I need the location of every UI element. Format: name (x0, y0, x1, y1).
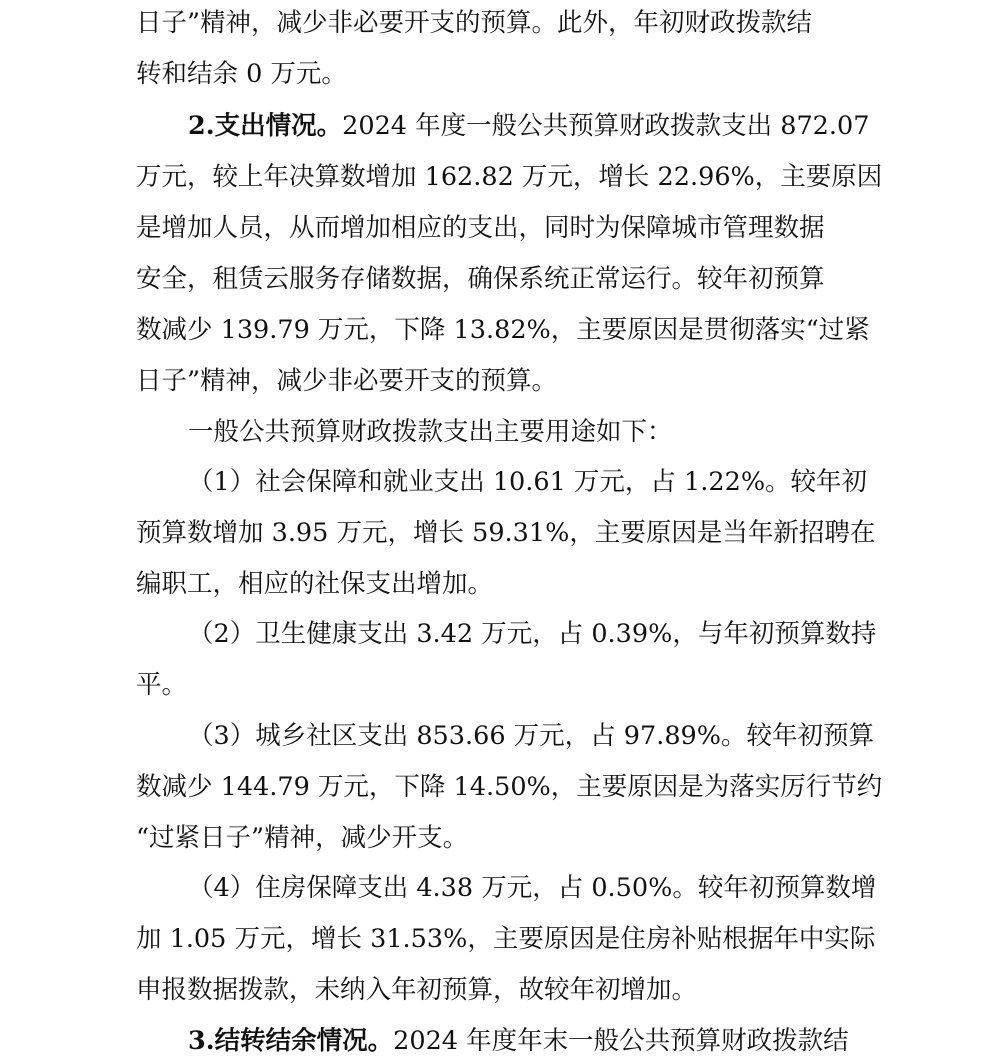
text-line-20: 申报数据拨款，未纳入年初预算，故较年初增加。 (136, 975, 698, 1005)
text-line-7: 数减少 139.79 万元，下降 13.82%，主要原因是贯彻落实“过紧 (136, 315, 870, 345)
text-line-10: （1）社会保障和就业支出 10.61 万元，占 1.22%。较年初 (188, 467, 868, 497)
section-3-text: 2024 年度年末一般公共预算财政拨款结 (393, 1026, 849, 1056)
text-line-16: 数减少 144.79 万元，下降 14.50%，主要原因是为落实厉行节约 (136, 772, 883, 802)
text-line-17: “过紧日子”精神，减少开支。 (136, 823, 469, 853)
section-3-heading: 3.结转结余情况。 (188, 1026, 394, 1056)
text-line-4: 万元，较上年决算数增加 162.82 万元，增长 22.96%，主要原因 (136, 162, 883, 192)
text-line-2: 转和结余 0 万元。 (136, 59, 347, 89)
text-line-8: 日子”精神，减少非必要开支的预算。 (136, 366, 558, 396)
text-line-9: 一般公共预算财政拨款支出主要用途如下： (188, 417, 673, 447)
text-line-11: 预算数增加 3.95 万元，增长 59.31%，主要原因是当年新招聘在 (136, 518, 876, 548)
section-2-heading: 2.支出情况。 (188, 111, 343, 141)
text-line-12: 编职工，相应的社保支出增加。 (136, 569, 494, 599)
text-line-1: 日子”精神，减少非必要开支的预算。此外，年初财政拨款结 (136, 8, 813, 38)
text-line-15: （3）城乡社区支出 853.66 万元，占 97.89%。较年初预算 (188, 721, 874, 751)
text-line-14: 平。 (136, 670, 188, 700)
text-line-6: 安全，租赁云服务存储数据，确保系统正常运行。较年初预算 (136, 264, 825, 294)
text-line-19: 加 1.05 万元，增长 31.53%，主要原因是住房补贴根据年中实际 (136, 924, 876, 954)
section-2-line (188, 105, 869, 147)
text-line-13: （2）卫生健康支出 3.42 万元，占 0.39%，与年初预算数持 (188, 619, 877, 649)
text-line-5: 是增加人员，从而增加相应的支出，同时为保障城市管理数据 (136, 213, 825, 243)
section-2-text: 2024 年度一般公共预算财政拨款支出 872.07 (342, 111, 870, 141)
text-line-18: （4）住房保障支出 4.38 万元，占 0.50%。较年初预算数增 (188, 873, 877, 903)
